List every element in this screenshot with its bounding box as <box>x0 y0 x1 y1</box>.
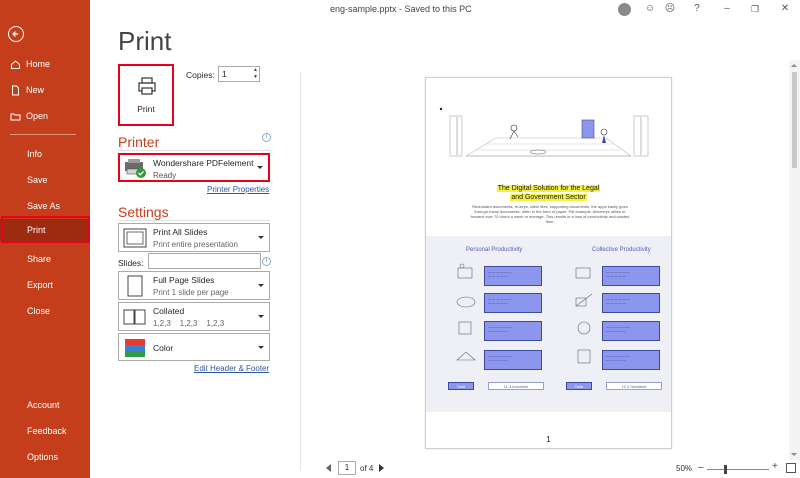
sketch-icon <box>572 290 596 310</box>
chevron-down-icon <box>258 284 264 287</box>
sidebar-item-label: Home <box>26 59 51 69</box>
collated-pages-icon <box>123 306 147 328</box>
print-range-description: Print entire presentation <box>153 240 238 249</box>
edit-header-footer-link[interactable]: Edit Header & Footer <box>194 364 270 373</box>
right-total-label: Total <box>566 382 592 390</box>
sidebar-item-label: Info <box>27 149 43 159</box>
productivity-card: — — — — — — — — — — — <box>484 293 542 313</box>
layout-description: Print 1 slide per page <box>153 288 229 297</box>
printer-status: Ready <box>153 171 177 180</box>
sidebar-item-label: Share <box>27 254 52 264</box>
sketch-icon <box>454 290 478 310</box>
back-arrow-icon[interactable] <box>8 26 24 42</box>
sidebar-item-share[interactable] <box>0 248 90 270</box>
info-icon[interactable]: i <box>262 257 271 266</box>
page-count-label: of 4 <box>360 464 374 473</box>
scroll-up-icon[interactable] <box>791 64 797 67</box>
sidebar-item-label: Account <box>27 400 60 410</box>
sidebar-item-save-as[interactable] <box>0 195 90 217</box>
sidebar-item-label: Open <box>26 111 49 121</box>
productivity-card: — — — — — — — — — — — <box>484 266 542 286</box>
scroll-down-icon[interactable] <box>791 453 797 456</box>
zoom-slider-thumb[interactable] <box>724 465 727 474</box>
print-range-select[interactable] <box>118 223 270 252</box>
printer-icon <box>137 76 157 96</box>
productivity-card: — — — — — — — — — — — <box>484 350 542 370</box>
copies-value: 1 <box>222 69 227 79</box>
fit-to-window-icon[interactable] <box>786 463 796 473</box>
sketch-icon <box>572 318 596 338</box>
sidebar-item-save[interactable] <box>0 169 90 191</box>
scrollbar-thumb[interactable] <box>792 72 797 168</box>
restore-icon[interactable]: ❐ <box>750 4 760 14</box>
close-window-icon[interactable]: ✕ <box>780 3 790 14</box>
preview-scrollbar[interactable] <box>789 60 800 460</box>
printer-divider <box>118 150 270 151</box>
title-bar <box>90 0 800 18</box>
copies-label: Copies: <box>186 70 215 80</box>
sidebar-item-home[interactable] <box>0 53 90 75</box>
slide-description: Redundant documents, re-keys, client files, supporting documents, the apps easily goes through many documents, often in the form of paper. Pdf example. Attorneys utilize or forward over 70 hours a week or average. This results in a loss of productivity and wasted time. <box>470 204 630 224</box>
chevron-down-icon <box>258 236 264 239</box>
productivity-section <box>426 236 672 412</box>
slides-label: Slides: <box>118 258 144 268</box>
slides-input[interactable] <box>148 253 261 269</box>
collation-select[interactable] <box>118 302 270 331</box>
print-button-label: Print <box>137 104 155 114</box>
productivity-card: — — — — — — — — — — — <box>484 321 542 341</box>
printer-properties-link[interactable]: Printer Properties <box>207 185 270 194</box>
zoom-in-icon[interactable]: + <box>772 461 778 472</box>
settings-divider <box>118 220 270 221</box>
slide-illustration <box>426 78 672 178</box>
sidebar-item-label: Save As <box>27 201 61 211</box>
slide-title-line1: The Digital Solution for the Legal <box>497 185 600 192</box>
slide-title-line2: and Government Sector <box>511 194 586 201</box>
printer-heading: Printer <box>118 134 160 150</box>
sketch-icon <box>454 346 478 366</box>
help-icon[interactable]: ? <box>694 3 700 14</box>
sidebar-item-label: Export <box>27 280 54 290</box>
print-preview-page <box>425 77 672 449</box>
page-number-input[interactable]: 1 <box>338 461 356 475</box>
zoom-level[interactable]: 50% <box>676 464 693 473</box>
info-icon[interactable]: i <box>262 133 271 142</box>
sidebar-item-export[interactable] <box>0 274 90 296</box>
slides-range-icon <box>123 227 147 249</box>
frown-feedback-icon[interactable]: ☹ <box>664 3 676 14</box>
next-page-icon[interactable] <box>379 464 384 472</box>
layout-select[interactable] <box>118 271 270 300</box>
printer-device-icon <box>123 158 149 180</box>
printer-select[interactable] <box>118 153 270 182</box>
folder-icon <box>10 111 21 122</box>
productivity-card: — — — — — — — — — — — <box>602 321 660 341</box>
left-total-label: Total <box>448 382 474 390</box>
previous-page-icon[interactable] <box>326 464 331 472</box>
zoom-out-icon[interactable]: – <box>698 462 704 473</box>
minimize-icon[interactable]: – <box>724 3 730 14</box>
panel-divider <box>300 72 301 470</box>
sidebar-item-label: New <box>26 85 45 95</box>
productivity-card: — — — — — — — — — — — <box>602 266 660 286</box>
sidebar-item-open[interactable] <box>0 105 90 127</box>
settings-heading: Settings <box>118 204 169 220</box>
sidebar-item-label: Options <box>27 452 59 462</box>
right-column-title: Collective Productivity <box>592 247 651 253</box>
color-value: Color <box>153 343 174 353</box>
backstage-sidebar <box>0 0 90 478</box>
user-avatar-icon[interactable] <box>618 3 631 16</box>
sidebar-item-label: Feedback <box>27 426 67 436</box>
sketch-icon <box>572 346 596 366</box>
left-total-value: 11.3 hrs/week <box>488 382 544 390</box>
print-range-value: Print All Slides <box>153 227 208 237</box>
print-highlight-outline <box>1 216 90 243</box>
page-title: Print <box>118 26 172 56</box>
slide-title <box>426 184 671 202</box>
zoom-slider[interactable] <box>707 469 769 470</box>
sketch-icon <box>454 262 478 282</box>
copies-spinner[interactable]: ▲ ▼ <box>253 67 258 80</box>
sidebar-item-info[interactable] <box>0 143 90 165</box>
sidebar-item-new[interactable] <box>0 79 90 101</box>
collation-value: Collated <box>153 306 185 316</box>
print-button[interactable] <box>118 64 174 126</box>
full-page-slide-icon <box>123 275 147 297</box>
sidebar-item-label: Close <box>27 306 51 316</box>
sidebar-divider <box>10 134 76 135</box>
collation-description: 1,2,3 1,2,3 1,2,3 <box>153 319 225 328</box>
color-select[interactable] <box>118 333 270 361</box>
chevron-down-icon <box>257 166 263 169</box>
printer-name: Wondershare PDFelement <box>153 158 254 168</box>
new-document-icon <box>10 85 21 96</box>
sketch-icon <box>572 262 596 282</box>
right-total-value: 12.2 hrs/week <box>606 382 662 390</box>
sidebar-item-options[interactable] <box>0 446 90 468</box>
document-title: eng-sample.pptx - Saved to this PC <box>330 4 472 14</box>
layout-value: Full Page Slides <box>153 275 215 285</box>
home-icon <box>10 59 21 70</box>
color-swatch-icon <box>123 337 147 359</box>
left-column-title: Personal Productivity <box>466 247 523 253</box>
sidebar-item-label: Print <box>27 225 46 235</box>
chevron-down-icon <box>258 346 264 349</box>
preview-page-number: 1 <box>546 435 551 444</box>
chevron-down-icon <box>258 315 264 318</box>
productivity-card: — — — — — — — — — — — <box>602 350 660 370</box>
sidebar-item-account[interactable] <box>0 394 90 416</box>
productivity-card: — — — — — — — — — — — <box>602 293 660 313</box>
copies-input[interactable] <box>218 66 260 82</box>
smile-feedback-icon[interactable]: ☺ <box>644 3 656 14</box>
sketch-icon <box>454 318 478 338</box>
sidebar-item-label: Save <box>27 175 48 185</box>
sidebar-item-feedback[interactable] <box>0 420 90 442</box>
sidebar-item-close[interactable] <box>0 300 90 322</box>
